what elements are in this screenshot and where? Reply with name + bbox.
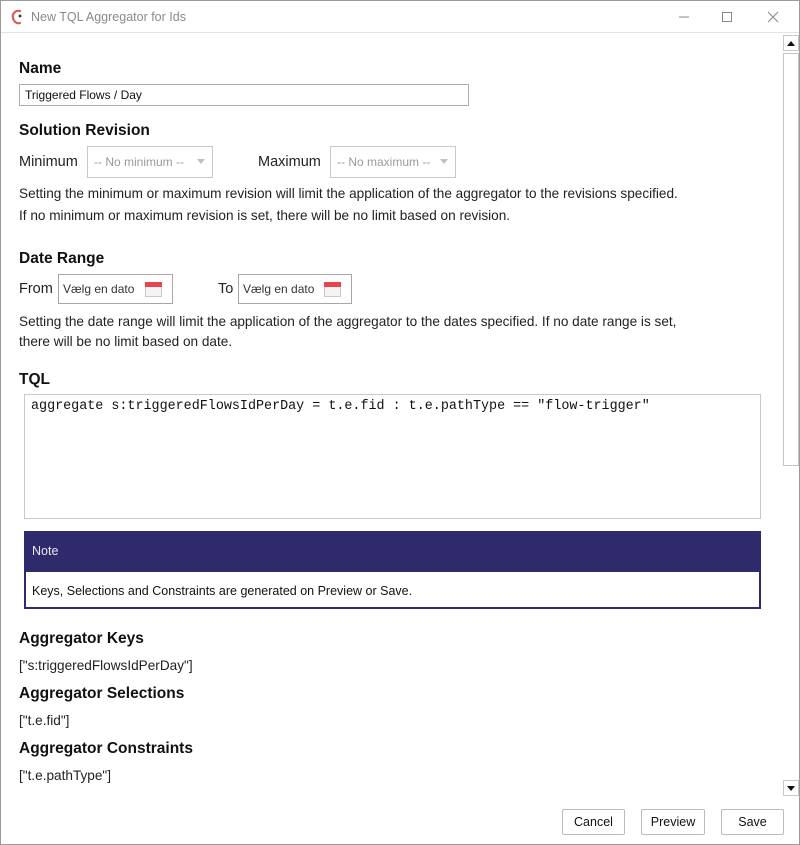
calendar-icon[interactable] [324, 282, 341, 297]
revision-help-line2: If no minimum or maximum revision is set, there will be no limit based on revision. [19, 208, 511, 223]
aggregator-keys-value: ["s:triggeredFlowsIdPerDay"] [19, 658, 193, 673]
note-title: Note [26, 533, 759, 572]
minimize-button[interactable] [661, 1, 707, 33]
close-icon [767, 11, 779, 23]
maximize-icon [721, 11, 733, 23]
aggregator-keys-heading: Aggregator Keys [19, 630, 144, 647]
minimum-revision-value: -- No minimum -- [94, 155, 184, 169]
maximum-revision-value: -- No maximum -- [337, 155, 431, 169]
calendar-icon[interactable] [145, 282, 162, 297]
from-date-picker[interactable] [58, 274, 173, 304]
note-body: Keys, Selections and Constraints are generated on Preview or Save. [32, 584, 413, 598]
aggregator-selections-value: ["t.e.fid"] [19, 713, 70, 728]
revision-help-line1: Setting the minimum or maximum revision will limit the application of the aggregator to the revisions specified. [19, 186, 678, 201]
close-button[interactable] [750, 1, 796, 33]
date-help-line2: there will be no limit based on date. [19, 334, 233, 349]
to-label: To [218, 281, 234, 297]
aggregator-constraints-heading: Aggregator Constraints [19, 740, 193, 757]
title-bar[interactable] [1, 1, 799, 33]
note-panel [24, 531, 761, 609]
save-button[interactable]: Save [721, 809, 784, 835]
from-label: From [19, 281, 53, 297]
from-date-placeholder: Vælg en dato [63, 282, 135, 296]
maximize-button[interactable] [704, 1, 750, 33]
minimum-revision-select[interactable] [87, 146, 213, 178]
tql-heading: TQL [19, 371, 50, 388]
scroll-down-arrow-icon[interactable] [783, 780, 799, 796]
aggregator-selections-heading: Aggregator Selections [19, 685, 185, 702]
scrollbar-thumb[interactable] [783, 53, 799, 466]
date-range-heading: Date Range [19, 250, 105, 267]
preview-button[interactable]: Preview [641, 809, 705, 835]
maximum-revision-select[interactable] [330, 146, 456, 178]
cancel-button[interactable]: Cancel [562, 809, 625, 835]
minimum-label: Minimum [19, 154, 78, 170]
name-input[interactable]: Triggered Flows / Day [19, 84, 469, 106]
to-date-placeholder: Vælg en dato [243, 282, 315, 296]
maximum-label: Maximum [258, 154, 321, 170]
to-date-picker[interactable] [238, 274, 352, 304]
solution-revision-heading: Solution Revision [19, 122, 150, 139]
aggregator-constraints-value: ["t.e.pathType"] [19, 768, 112, 783]
date-help-line1: Setting the date range will limit the application of the aggregator to the dates specified. If no date range is set, [19, 314, 677, 329]
chevron-down-icon [440, 159, 448, 164]
chevron-down-icon [197, 159, 205, 164]
tql-editor[interactable]: aggregate s:triggeredFlowsIdPerDay = t.e.fid : t.e.pathType == "flow-trigger" [24, 394, 761, 519]
app-logo-icon [11, 9, 25, 25]
name-heading: Name [19, 60, 62, 77]
scroll-up-arrow-icon[interactable] [783, 35, 799, 51]
window-title: New TQL Aggregator for Ids [31, 10, 186, 24]
minimize-icon [678, 11, 690, 23]
vertical-scrollbar[interactable] [783, 35, 799, 797]
form-content [1, 34, 781, 796]
